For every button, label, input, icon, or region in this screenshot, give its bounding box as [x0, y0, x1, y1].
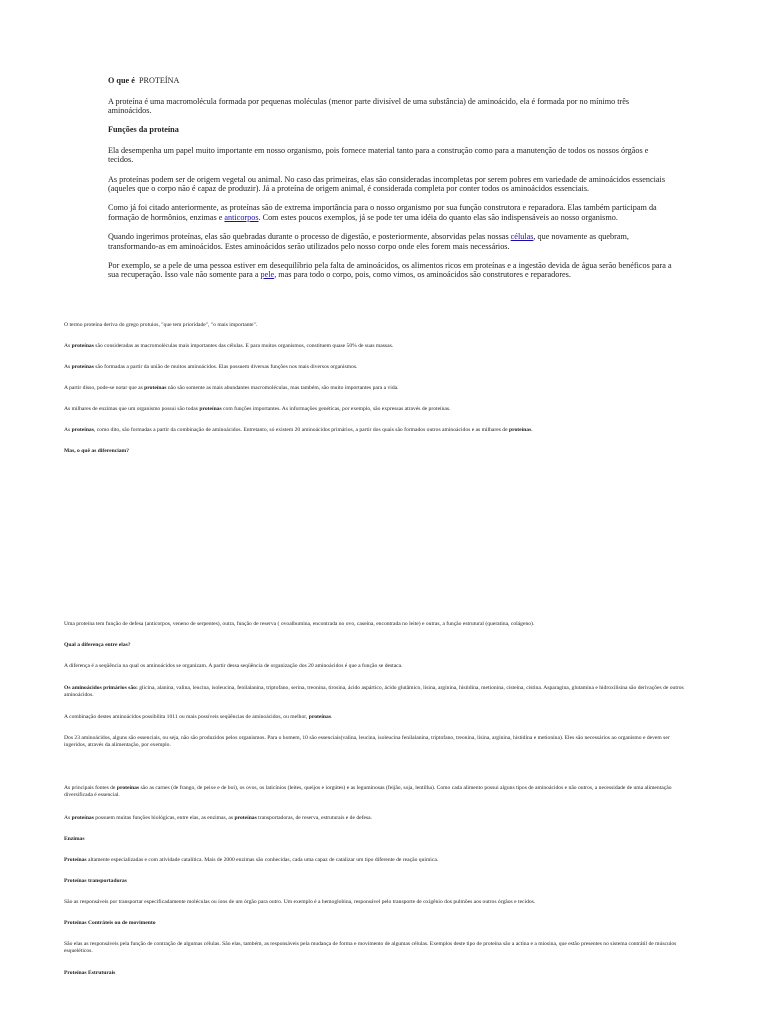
- text-sources: As principais fontes de proteínas são as carnes (de frango, de peixe e de boi), os ovos, os laticínios (leites, queijos e iorgútes) e as leguminosas (feijão, soja, lentilha). Como cada alimento possui alguns tipos de aminoácidos e não outros, a necessidade de uma alimentação diversificada é essencial.: [64, 785, 672, 798]
- paragraph-origin: As proteínas podem ser de origem vegetal ou animal. No caso das primeiras, elas são consideradas incompletas por serem pobres em variedade de aminoácidos essenciais (aqueles que o corpo não é capaz de produzir). Já a proteína de origem animal, é considerada completa por conter todos os aminoácidos essenciais.: [108, 174, 666, 194]
- heading-transport-proteins: Proteínas transportadoras: [64, 878, 127, 884]
- text-enzymes-detail: Proteínas altamente especializadas e com atividade catalítica. Mais de 2000 enzimas são conhecidas, cada uma capaz de catalizar um tipo diferente de reação química.: [64, 857, 439, 863]
- text-primary-amino-acids: Os aminoácidos primários são: glicina, alanina, valina, leucina, isoleucina, fenilalanina, triptofano, serina, treonina, tirosina, ácido aspártico, ácido glutâmico, lisina, arginina, histidina, metionina, cisteína, cistina. Asparagina, glutamina e hidroxilisina são derivações de outros aminoácidos.: [64, 685, 684, 698]
- text-amino-combination: As proteínas, como dito, são formadas a partir da combinação de aminoácidos. Entretanto, só existem 20 aminoácidos primários, a partir dos quais são formados outros aminoácidos e as milhares de proteínas.: [64, 427, 533, 433]
- text-combinations: A combinação destes aminoácidos possibilita 1011 ou mais possíveis seqüências de aminoácidos, ou melhor, proteínas.: [64, 714, 333, 720]
- title-plain: PROTEÍNA: [138, 76, 180, 85]
- paragraph-definition: A proteína é uma macromolécula formada por pequenas moléculas (menor parte divisível de uma substância) de aminoácido, ela é formada por no mínimo três aminoácidos.: [108, 96, 630, 116]
- link-pele[interactable]: pele: [260, 270, 275, 280]
- text-macromolecules: As proteínas são consideradas as macromoléculas mais importantes das células. E para muitos organismos, constituem quase 50% de suas massas.: [64, 343, 394, 349]
- link-anticorpos[interactable]: anticorpos: [224, 212, 259, 222]
- heading-enzymes: Enzimas: [64, 836, 85, 842]
- text-formation: As proteínas são formadas a partir da união de muitos aminoácidos. Elas possuem diversas funções nos mais diversos organismos.: [64, 364, 358, 370]
- heading-differences: Mas, o quê as diferenciam?: [64, 448, 129, 454]
- link-celulas[interactable]: células: [510, 231, 534, 241]
- page-title: [108, 76, 673, 86]
- text-essential-amino-acids: Dos 23 aminoácidos, alguns são essenciais, ou seja, não são produzidos pelos organismos. Para o homem, 10 são essenciais(valina, leucina, isoleucina fenilalanina, triptofano, treonina, lisina, arginina, histidina e metionina). Eles são necessários ao organismo e devem ser ingeridos, através da alimentação, por exemplo.: [64, 735, 670, 748]
- paragraph-importance: Como já foi citado anteriormente, as proteínas são de extrema importância para o nosso organismo por sua função construtora e reparadora. Elas também participam da formação de hormônios, enzimas e anticorpos. Com estes poucos exemplos, já se pode ter uma idéia do quanto elas são indispensáveis ao nosso organismo.: [108, 203, 657, 222]
- heading-contractile-proteins: Proteínas Contráteis ou de movimento: [64, 920, 156, 926]
- text-sequence: A diferença é a seqüência na qual os aminoácidos se organizam. A partir dessa seqüência de organização dos 20 aminoácidos é que a função se destaca.: [64, 663, 403, 669]
- title-bold: O que é: [108, 76, 135, 85]
- text-enzymes: As milhares de enzimas que um organismo possui são todas proteínas com funções importantes. As informações genéticas, por exemplo, são expressas através de proteínas.: [64, 406, 451, 412]
- heading-difference-between: Qual a diferença entre elas?: [64, 642, 131, 648]
- text-transport: São as responsáveis por transportar especificadamente moléculas ou íons de um órgão para outro. Um exemplo é a hemoglobina, responsável pelo transporte de oxigênio dos pulmões aos outros órgãos e tecidos.: [64, 899, 536, 905]
- text-biological-functions: As proteínas possuem muitas funções biológicas, entre elas, as enzimas, as proteínas transportadoras, de reserva, estruturais e de defesa.: [64, 815, 373, 821]
- text-contractile: São elas as responsáveis pela função de contração de algumas células. São elas, também, as responsáveis pela mudança de forma e movimento de algumas células. Exemplos deste tipo de proteína são a actina e a miosina, que estão presentes no sistema contrátil de músculos esqueléticos.: [64, 941, 677, 954]
- paragraph-role: Ela desempenha um papel muito importante em nosso organismo, pois fornece material tanto para a construção como para a manutenção de todos os nossos órgãos e tecidos.: [108, 145, 649, 165]
- section-heading-functions: Funções da proteína: [108, 125, 179, 135]
- paragraph-example: Por exemplo, se a pele de uma pessoa estiver em desequilíbrio pela falta de aminoácidos, os alimentos ricos em proteínas e a ingestão devida de água serão benéficos para a sua recuperação. Isso vale não somente para a pele, mas para todo o corpo, pois, como vimos, os aminoácidos são construtores e reparadores.: [108, 260, 672, 280]
- text-protein-functions: Uma proteína tem função de defesa (anticorpos, veneno de serpentes), outra, função de reserva ( ovoalbumina, encontrada no ovo, caseína, encontrada no leite) e outras, a função estrutural (queratina, colágeno).: [64, 621, 535, 627]
- text-etymology: O termo proteína deriva do grego protuios, "que tem prioridade", "o mais importante".: [64, 322, 258, 328]
- text-abundance: A partir disso, pode-se notar que as proteínas não são somente as mais abundantes macromoléculas, mas também, são muito importantes para a vida.: [64, 385, 399, 391]
- paragraph-digestion: Quando ingerimos proteínas, elas são quebradas durante o processo de digestão, e posteriormente, absorvidas pelas nossas células, que novamente as quebram, transformando-as em aminoácidos. Estes aminoácidos serão utilizados pelo nosso corpo onde eles forem mais necessários.: [108, 231, 629, 251]
- heading-structural-proteins: Proteínas Estruturais: [64, 970, 116, 976]
- article-top: [108, 76, 673, 289]
